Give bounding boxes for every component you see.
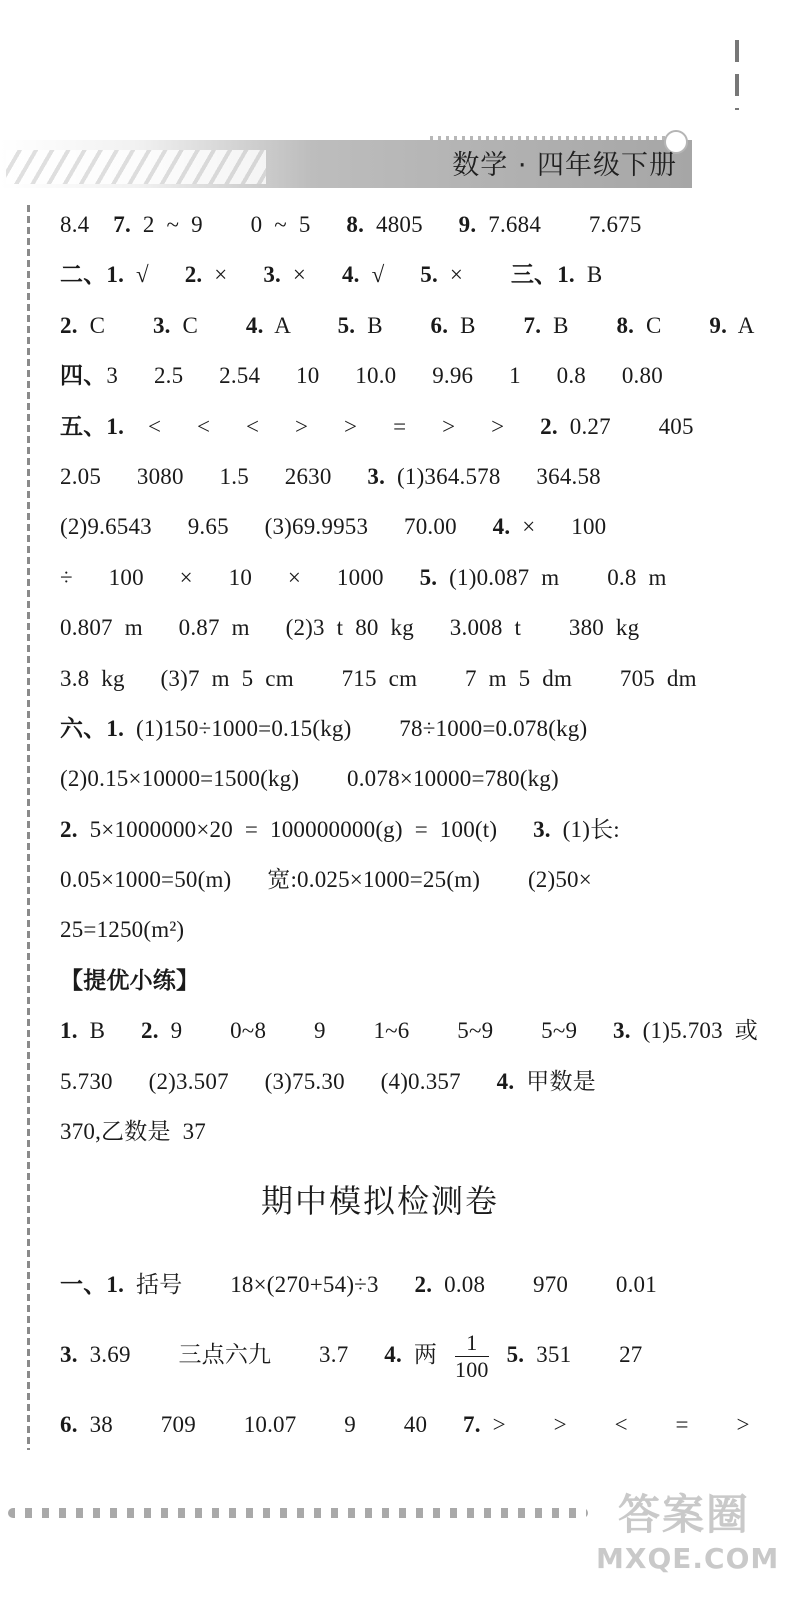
question-number: 2. bbox=[141, 1018, 159, 1044]
answer-text: A bbox=[727, 312, 755, 338]
answer-text: 0.27 405 bbox=[557, 413, 694, 439]
question-number: 4. bbox=[496, 1068, 515, 1094]
watermark-top: 答案圈 bbox=[617, 1490, 750, 1539]
question-number: 一、1. bbox=[60, 1272, 125, 1297]
fraction-denominator: 100 bbox=[455, 1357, 489, 1383]
question-number: 7. bbox=[113, 212, 131, 237]
answer-text: 3.8 kg (3)7 m 5 cm 715 cm 7 m 5 dm 705 dm bbox=[60, 665, 697, 691]
answer-text: × bbox=[280, 262, 342, 288]
question-number: 3. bbox=[60, 1342, 78, 1367]
edge-marks bbox=[735, 40, 739, 110]
question-number: 2. bbox=[414, 1272, 433, 1297]
question-number: 2. bbox=[60, 816, 78, 842]
answer-line bbox=[60, 905, 700, 955]
answer-text: 351 27 bbox=[524, 1342, 643, 1367]
answer-text: √ bbox=[359, 262, 421, 288]
answer-line bbox=[60, 1006, 758, 1056]
answer-text: ÷ 100 × 10 × 1000 bbox=[60, 564, 420, 590]
fraction-numerator: 1 bbox=[455, 1330, 489, 1357]
answer-text: 2.05 3080 1.5 2630 bbox=[60, 463, 368, 489]
question-number: 1. bbox=[60, 1018, 78, 1044]
answer-line bbox=[60, 250, 700, 300]
answer-line bbox=[60, 351, 700, 401]
question-number: 4. bbox=[492, 514, 511, 540]
answer-text bbox=[495, 1342, 507, 1367]
question-number: 7. bbox=[463, 1412, 481, 1437]
answer-text: (1)0.087 m 0.8 m bbox=[437, 564, 667, 590]
question-number: 六、1. bbox=[60, 715, 125, 741]
answer-text: 两 bbox=[401, 1342, 450, 1367]
answer-text: 2 ~ 9 0 ~ 5 bbox=[130, 212, 347, 237]
answer-line bbox=[60, 1390, 750, 1460]
left-dashed-rule bbox=[27, 205, 30, 1450]
question-number: 【提优小练】 bbox=[60, 967, 200, 993]
answer-line bbox=[60, 1057, 700, 1107]
watermark-bottom: MXQE.COM bbox=[596, 1542, 780, 1575]
question-number: 5. bbox=[419, 564, 438, 590]
fraction bbox=[455, 1330, 489, 1383]
header-dots bbox=[430, 136, 665, 140]
answer-segment bbox=[495, 1342, 643, 1367]
question-number: 6. bbox=[430, 312, 449, 338]
question-number: 9. bbox=[709, 312, 728, 338]
answer-content bbox=[60, 200, 758, 1157]
question-number: 5. bbox=[506, 1342, 525, 1367]
question-number: 二、1. bbox=[60, 262, 125, 288]
answer-text: B bbox=[355, 312, 431, 338]
question-number: 8. bbox=[616, 312, 635, 338]
answer-line bbox=[60, 200, 700, 250]
answer-text: (1)5.703 或 bbox=[630, 1018, 758, 1044]
answer-line bbox=[60, 502, 700, 552]
question-number: 3. bbox=[613, 1018, 631, 1044]
answer-text: 0.08 970 0.01 bbox=[432, 1272, 657, 1297]
header-stripes bbox=[6, 150, 266, 184]
answer-text: (1)150÷1000=0.15(kg) 78÷1000=0.078(kg) bbox=[124, 715, 588, 741]
answer-line bbox=[60, 603, 700, 653]
answer-text: C bbox=[77, 312, 153, 338]
question-number: 3. bbox=[367, 463, 386, 489]
question-number: 5. bbox=[337, 312, 356, 338]
answer-text: B bbox=[448, 312, 524, 338]
question-number: 6. bbox=[60, 1412, 78, 1437]
question-number: 2. bbox=[540, 413, 558, 439]
answer-text: C bbox=[170, 312, 246, 338]
answer-text: 甲数是 bbox=[514, 1068, 596, 1094]
answer-text: (1)364.578 364.58 bbox=[385, 463, 601, 489]
answer-text: 5×1000000×20 = 100000000(g) = 100(t) bbox=[77, 816, 534, 842]
question-number: 7. bbox=[523, 312, 542, 338]
answer-text: 4805 bbox=[364, 212, 459, 237]
answer-text: (2)0.15×10000=1500(kg) 0.078×10000=780(kg) bbox=[60, 766, 559, 792]
answer-line bbox=[60, 956, 700, 1006]
answer-text: (1)长: bbox=[550, 816, 620, 842]
answer-text: 9 0~8 9 1~6 5~9 5~9 bbox=[158, 1018, 614, 1044]
answer-text: A bbox=[263, 312, 338, 338]
question-number: 三、1. bbox=[510, 262, 575, 288]
answer-text: B bbox=[541, 312, 617, 338]
answer-text: 0.807 m 0.87 m (2)3 t 80 kg 3.008 t 380 kg bbox=[60, 615, 640, 641]
answer-text: 3.69 三点六九 3.7 bbox=[77, 1342, 385, 1367]
question-number: 9. bbox=[458, 212, 477, 237]
answer-line bbox=[60, 1107, 700, 1157]
question-number: 8. bbox=[346, 212, 365, 237]
question-number: 2. bbox=[60, 312, 78, 338]
answer-text: √ bbox=[124, 262, 185, 288]
answer-line bbox=[60, 654, 700, 704]
answer-line bbox=[60, 754, 700, 804]
answer-text: B bbox=[574, 262, 603, 288]
answer-segment bbox=[60, 1342, 449, 1367]
answer-text: 0.05×1000=50(m) 宽:0.025×1000=25(m) (2)50× bbox=[60, 867, 592, 893]
answer-text: < < < > > = > > bbox=[124, 413, 541, 439]
answer-text: 370,乙数是 37 bbox=[60, 1119, 206, 1145]
answer-text: × 100 bbox=[510, 514, 607, 540]
answer-line bbox=[60, 805, 700, 855]
answer-text: B bbox=[77, 1018, 141, 1044]
answer-text: 3 2.5 2.54 10 10.0 9.96 1 0.8 0.80 bbox=[106, 363, 663, 389]
answer-line bbox=[60, 301, 755, 351]
answer-line bbox=[60, 855, 700, 905]
answer-line bbox=[60, 704, 700, 754]
header-title: 数学 · 四年级下册 bbox=[452, 150, 677, 181]
question-number: 4. bbox=[245, 312, 264, 338]
answer-text: 7.684 7.675 bbox=[476, 212, 642, 237]
answer-line bbox=[60, 452, 700, 502]
footer-dots bbox=[8, 1508, 588, 1518]
question-number: 3. bbox=[533, 816, 551, 842]
question-number: 2. bbox=[184, 262, 203, 288]
section-title: 期中模拟检测卷 bbox=[260, 1182, 499, 1220]
question-number: 五、1. bbox=[60, 413, 125, 439]
midterm-answers bbox=[60, 1250, 750, 1460]
answer-text: 8.4 bbox=[60, 212, 114, 237]
answer-line bbox=[60, 1320, 720, 1390]
answer-text: 25=1250(m²) bbox=[60, 917, 185, 943]
answer-line bbox=[60, 402, 700, 452]
answer-text: × bbox=[202, 262, 264, 288]
answer-text: 38 709 10.07 9 40 bbox=[77, 1412, 464, 1437]
question-number: 4. bbox=[384, 1342, 402, 1367]
question-number: 四、 bbox=[60, 363, 107, 389]
watermark-logo bbox=[596, 1488, 780, 1588]
answer-text: > > < = > bbox=[480, 1412, 750, 1437]
answer-text: C bbox=[634, 312, 710, 338]
question-number: 4. bbox=[341, 262, 360, 288]
question-number: 3. bbox=[152, 312, 171, 338]
answer-text: 5.730 (2)3.507 (3)75.30 (4)0.357 bbox=[60, 1068, 497, 1094]
answer-line bbox=[60, 553, 700, 603]
answer-text: (2)9.6543 9.65 (3)69.9953 70.00 bbox=[60, 514, 493, 540]
answer-text: × bbox=[437, 262, 511, 288]
answer-line bbox=[60, 1250, 720, 1320]
answer-text: 括号 18×(270+54)÷3 bbox=[124, 1272, 415, 1297]
question-number: 5. bbox=[420, 262, 438, 288]
question-number: 3. bbox=[263, 262, 281, 288]
